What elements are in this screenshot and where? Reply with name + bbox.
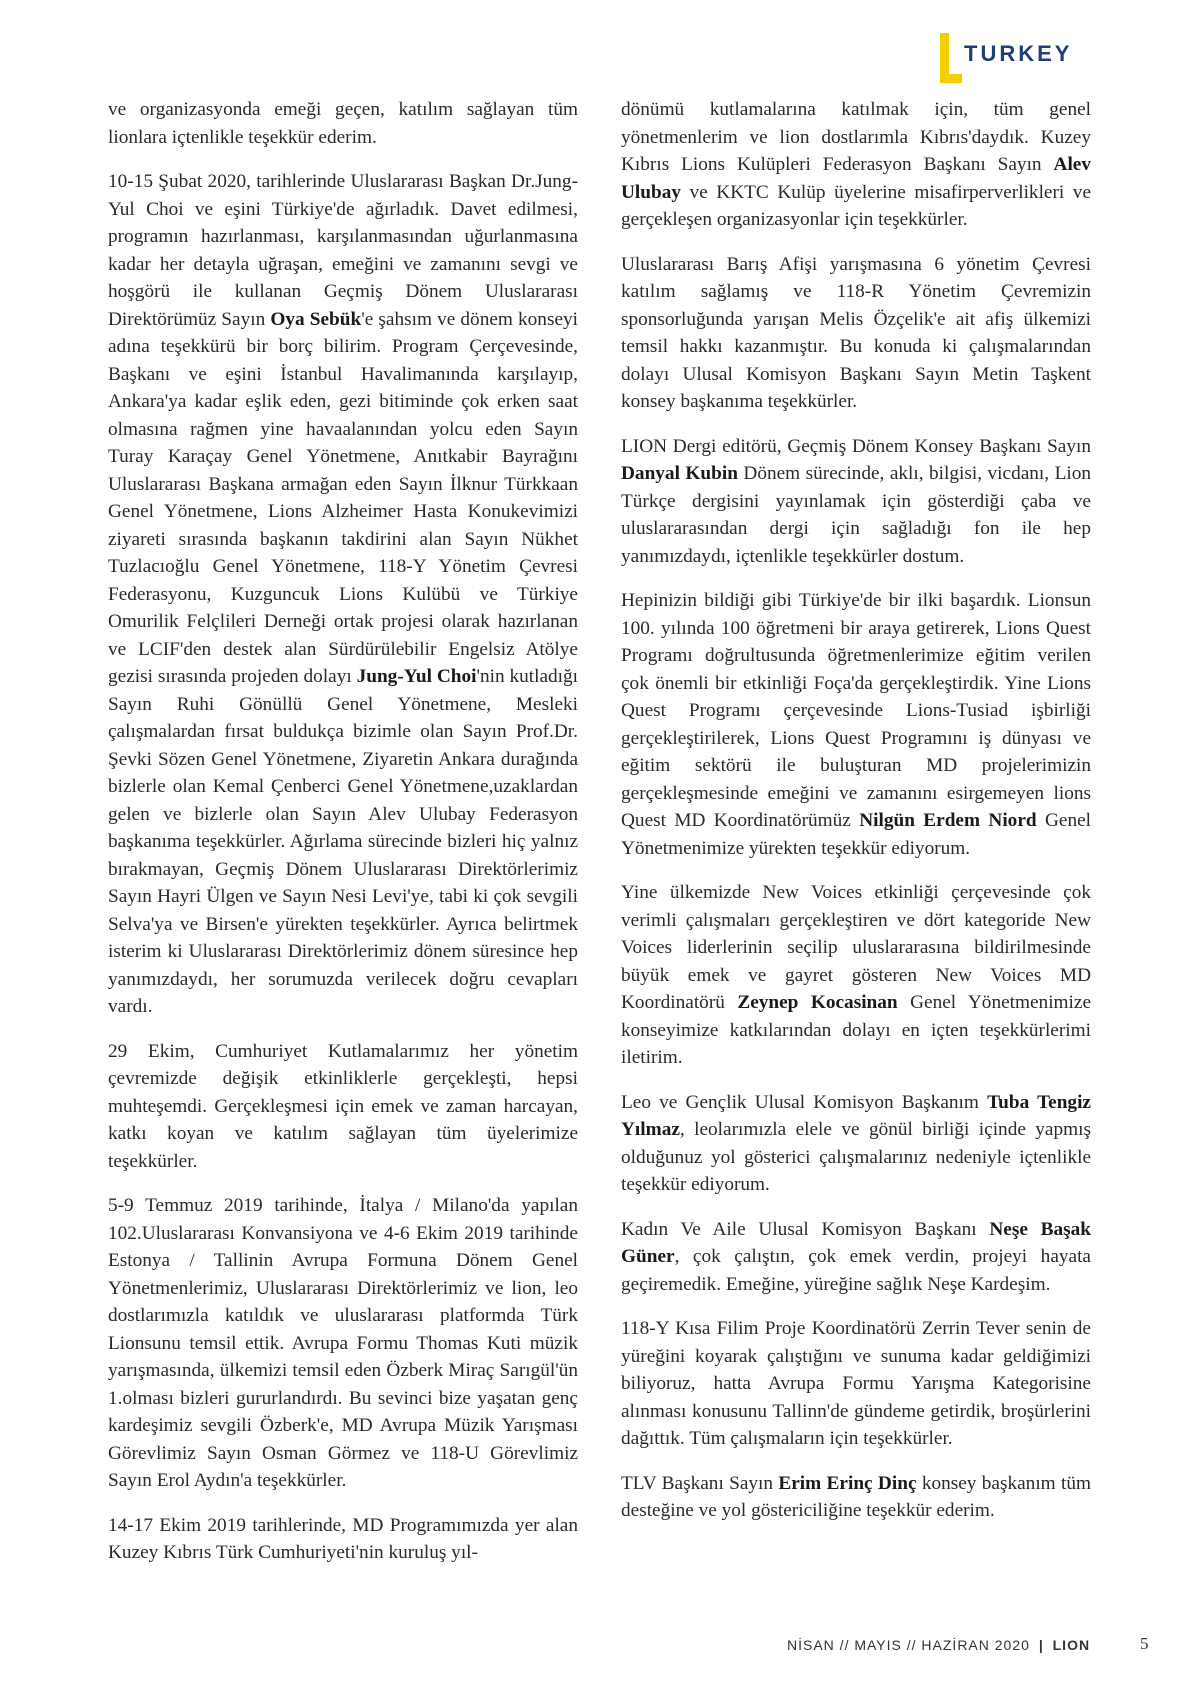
right-column [621,96,1091,1542]
bold-name: Danyal Kubin [621,463,738,484]
page-number: 5 [1140,1634,1149,1653]
bold-name: Neşe Başak Güner [621,1218,1091,1267]
paragraph: ve organizasyonda emeği geçen, katılım sağlayan tüm lionlara içtenlikle teşekkür ederim. [108,99,578,148]
paragraph: Leo ve Gençlik Ulusal Komisyon Başkanım Tuba Tengiz Yılmaz, leolarımızla elele ve gönül birliği içinde yapmış olduğunuz yol gösterici çalışmalarınız nedeniyle içtenlikle teşekkür ediyorum. [621,1091,1091,1195]
magazine-name: LION [1052,1637,1091,1653]
paragraph: LION Dergi editörü, Geçmiş Dönem Konsey Başkanı Sayın Danyal Kubin Dönem sürecinde, aklı, bilgisi, vicdanı, Lion Türkçe dergisini yayınlamak için gösterdiği çaba ve uluslararasından dergi için sağladığı fon ile hep yanımızdaydı, içtenlikle teşekkürler dostum. [621,435,1091,567]
bold-name: Erim Erinç Dinç [778,1472,917,1494]
footer-separator: | [1038,1637,1044,1653]
paragraph: 29 Ekim, Cumhuriyet Kutlamalarımız her yönetim çevremizde değişik etkinliklerle gerçekleşti, hepsi muhteşemdi. Gerçekleşmesi için emek ve zaman harcayan, katkı koyan ve katılım sağlayan tüm üyelerimize teşekkürler. [108,1040,578,1172]
bold-name: Tuba Tengiz Yılmaz [621,1091,1091,1140]
logo-text: TURKEY [964,41,1073,66]
paragraph: dönümü kutlamalarına katılmak için, tüm genel yönetmenlerim ve lion dostlarımla Kıbrıs'daydık. Kuzey Kıbrıs Lions Kulüpleri Federasyon Başkanı Sayın Alev Ulubay ve KKTC Kulüp üyelerine misafirperverlikleri ve gerçekleşen organizasyonlar için teşekkürler. [621,99,1091,230]
paragraph: 118-Y Kısa Filim Proje Koordinatörü Zerrin Tever senin de yüreğini koyarak çalıştığını ve sunuma kadar geldiğimizi biliyoruz, hatta Avrupa Formu Yarışma Kategorisine alınması konusunu Tallinn'de gündeme getirdik, broşürlerini dağıttık. Tüm çalışmaların için teşekkürler. [621,1318,1091,1449]
paragraph: Kadın Ve Aile Ulusal Komisyon Başkanı Neşe Başak Güner, çok çalıştın, çok emek verdin, projeyi hayata geçiremedik. Emeğine, yüreğine sağlık Neşe Kardeşim. [621,1218,1091,1295]
issue-date: NİSAN // MAYIS // HAZİRAN 2020 [787,1637,1030,1653]
paragraph: TLV Başkanı Sayın Erim Erinç Dinç konsey başkanım tüm desteğine ve yol göstericiliğine teşekkür ederim. [621,1472,1091,1521]
paragraph: Hepinizin bildiği gibi Türkiye'de bir ilki başardık. Lionsun 100. yılında 100 öğretmeni bir araya getirerek, Lions Quest Programı doğrultusunda öğretmenlerimize eğitim verilen çok önemli bir etkinliği Foça'da gerçekleştirdik. Yine Lions Quest Programı çerçevesinde Lions-Tusiad işbirliği gerçekleştirilerek, Lions Quest Programını iş dünyası ve eğitim sektörü ile buluşturan MD projelerimizin gerçekleşmesinde emeğini ve zamanını esirgemeyen lions Quest MD Koordinatörümüz Nilgün Erdem Niord Genel Yönetmenimize yürekten teşekkür ediyorum. [621,590,1092,859]
paragraph: Uluslararası Barış Afişi yarışmasına 6 yönetim Çevresi katılım sağlamış ve 118-R Yönetim Çevremizin sponsorluğunda yarışan Melis Özçelik'e ait afiş ülkemizi temsil hakkı kazanmıştır. Bu konuda ki çalışmalarından dolayı Ulusal Komisyon Başkanı Sayın Metin Taşkent konsey başkanıma teşekkürler. [621,253,1091,412]
paragraph: 14-17 Ekim 2019 tarihlerinde, MD Programımızda yer alan Kuzey Kıbrıs Türk Cumhuriyeti'nin kuruluş yıl- [108,1514,578,1563]
bold-name: Zeynep Kocasinan [737,992,898,1013]
l-mark-icon [940,33,960,83]
bold-name: Jung-Yul Choi [356,666,477,687]
bold-name: Oya Sebük [270,308,362,330]
bold-name: Nilgün Erdem Niord [859,810,1037,831]
paragraph: Yine ülkemizde New Voices etkinliği çerçevesinde çok verimli çalışmaları gerçekleştiren ve dört kategoride New Voices liderlerinin seçilip uluslararasına bildirilmesinde büyük emek ve gayret gösteren New Voices MD Koordinatörü Zeynep Kocasinan Genel Yönetmenimize konseyimize katkılarından dolayı en içten teşekkürlerimi iletirim. [621,882,1092,1068]
paragraph: 5-9 Temmuz 2019 tarihinde, İtalya / Milano'da yapılan 102.Uluslararası Konvansiyona ve 4-6 Ekim 2019 tarihinde Estonya / Tallinin Avrupa Formuna Dönem Genel Yönetmenlerimiz, Uluslararası Direktörlerimiz ve lion, leo dostlarımızla katıldık ve uluslararası platformda Türk Lionsunu temsil ettik. Avrupa Formu Thomas Kuti müzik yarışmasında, ülkemizi temsil eden Özberk Miraç Sarıgül'ün 1.olması bizleri gururlandırdı. Bu sevinci bize yaşatan genç kardeşimiz sevgili Özberk'e, MD Avrupa Müzik Yarışması Görevlimiz Sayın Osman Görmez ve 118-U Görevlimiz Sayın Erol Aydın'a teşekkürler. [108,1195,578,1491]
turkey-logo [940,33,1090,85]
bold-name: Alev Ulubay [621,154,1091,203]
paragraph: 10-15 Şubat 2020, tarihlerinde Uluslararası Başkan Dr.Jung-Yul Choi ve eşini Türkiye'de ağırladık. Davet edilmesi, programın hazırlanması, karşılanmasından uğurlanmasına kadar her detayla uğraşan, emeğini ve zamanını sevgi ve hoşgörü ile kullanan Geçmiş Dönem Uluslararası Direktörümüz Sayın Oya Sebük'e şahsım ve dönem konseyi adına teşekkürü bir borç bilirim. Program Çerçevesinde, Başkanı ve eşini İstanbul Havalimanında karşılayıp, Ankara'ya kadar eşlik eden, gezi bitiminde çok erken saat olmasına rağmen yine havaalanından yolcu eden Sayın Turay Karaçay Genel Yönetmene, Anıtkabir Bayrağını Uluslararası Başkana armağan eden Sayın İlknur Türkkaan Genel Yönetmene, Lions Alzheimer Hasta Konukevimizi ziyareti sırasında başkanın takdirini alan Sayın Nükhet Tuzlacıoğlu Genel Yönetmene, 118-Y Yönetim Çevresi Federasyonu, Kuzguncuk Lions Kulübü ve Türkiye Omurilik Felçlileri Derneği ortak projesi olarak hazırlanan ve LCIF'den destek alan Sürdürülebilir Engelsiz Atölye gezisi sırasında projeden dolayı Jung-Yul Choi'nin kutladığı Sayın Ruhi Gönüllü Genel Yönetmene, Mesleki çalışmalardan fırsat buldukça bizimle olan Sayın Prof.Dr. Şevki Sözen Genel Yönetmene, Ziyaretin Ankara durağında bizlerle olan Kemal Çenberci Genel Yönetmene,uzaklardan gelen ve bizlerle olan Sayın Alev Ulubay Federasyon başkanıma teşekkürler. Ağırlama sürecinde bizleri hiç yalnız bırakmayan, Geçmiş Dönem Uluslararası Direktörlerimiz Sayın Hayri Ülgen ve Sayın Nesi Levi'ye, tabi ki çok sevgili Selva'ya ve Birsen'e yürekten teşekkürler. Ayrıca belirtmek isterim ki Uluslararası Direktörlerimiz dönem süresince hep yanımızdaydı, her sorumuzda verilecek doğru cevapları vardı. [108,171,578,1017]
page-footer [787,1637,1090,1653]
left-column [108,96,578,1584]
